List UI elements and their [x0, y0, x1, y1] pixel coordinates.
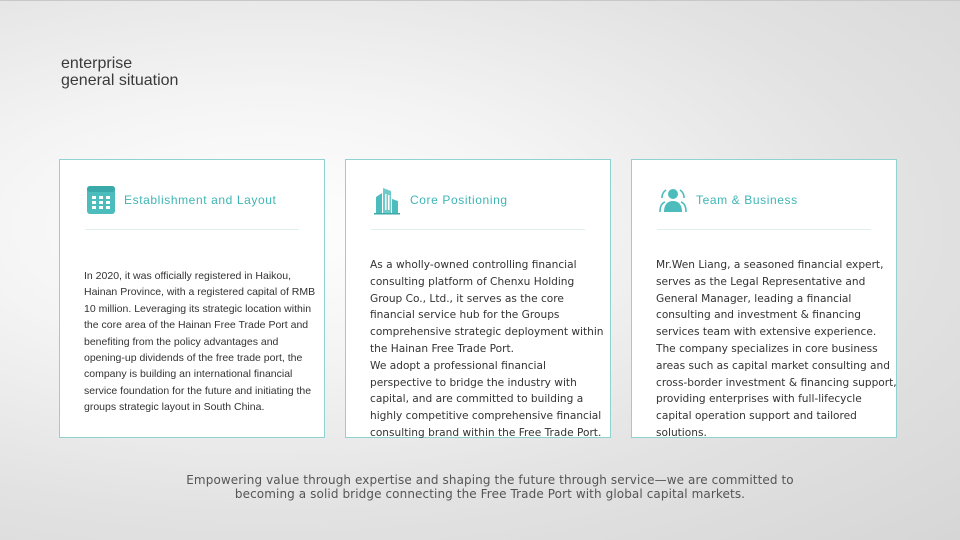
card-header [371, 184, 508, 216]
card-title: Core Positioning [410, 193, 508, 207]
card-body [370, 257, 608, 442]
card-title: Team & Business [696, 193, 798, 207]
team-people-icon [657, 184, 689, 216]
card-title: Establishment and Layout [124, 193, 277, 207]
city-buildings-icon [371, 184, 403, 216]
card-header [85, 184, 277, 216]
page-title [61, 55, 178, 89]
page-title-line2: general situation [61, 72, 179, 89]
building-grid-icon [85, 184, 117, 216]
card-paragraph: Mr.Wen Liang, a seasoned financial expert, serves as the Legal Representative and General Manager, leading a financial consulting and investment & financing services team with extensive experience. The company specializes in core business areas such as capital market consulting and cross-border investment & financing support, providing enterprises with full-lifecycle capital operation support and tailored solutions. [656, 259, 897, 439]
card-paragraph: As a wholly-owned controlling financial consulting platform of Chenxu Holding Group Co., Ltd., it serves as the core financial service hub for the Groups comprehensive strategic deployment within the Hainan Free Trade Port. [370, 259, 604, 355]
card-paragraph: We adopt a professional financial perspective to bridge the industry with capital, and are committed to building a highly competitive comprehensive financial consulting brand within the Free Trade Port. [370, 359, 602, 439]
page-title-line1: enterprise [61, 55, 133, 72]
top-border-line [0, 0, 960, 1]
card-divider [371, 229, 585, 230]
footer-line2: becoming a solid bridge connecting the Free Trade Port with global capital markets. [234, 487, 746, 501]
card-body: In 2020, it was officially registered in Haikou, Hainan Province, with a registered capital of RMB 10 million. Leveraging its strategic location within the core area of the Hainan Free Trade Port and benefiting from the policy advantages and opening-up dividends of the free trade port, the company is building an international financial service foundation for the future and initiating the groups strategic layout in South China. [84, 270, 316, 414]
card-divider [85, 229, 299, 230]
card-establishment [59, 159, 325, 438]
card-core-positioning [345, 159, 611, 438]
footer-tagline [140, 473, 840, 501]
card-divider [657, 229, 871, 230]
card-header [657, 184, 798, 216]
card-body [656, 257, 898, 442]
card-team-business [631, 159, 897, 438]
footer-line1: Empowering value through expertise and shaping the future through service—we are committed to [186, 473, 794, 487]
